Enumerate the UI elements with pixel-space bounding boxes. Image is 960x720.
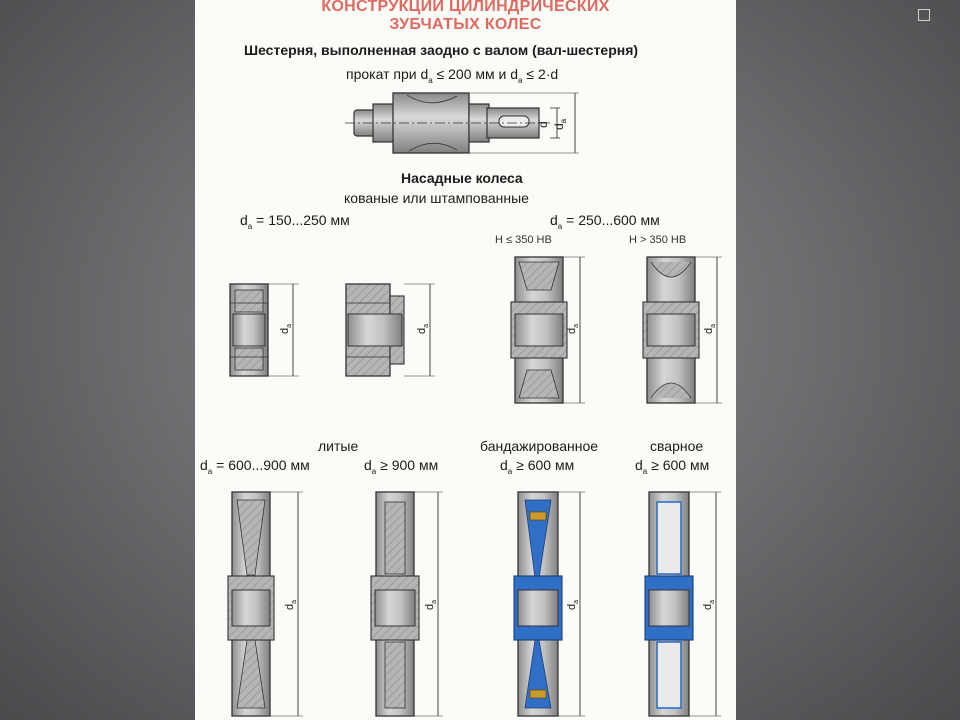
cast-range2-value: ≥ 900 мм <box>380 457 439 473</box>
cast-range1-label: $d_a = 600...900$ мм <box>200 457 310 476</box>
cast-heading: литые <box>318 438 359 454</box>
range-large-label: $d_a = 250...600$ мм <box>550 212 660 231</box>
dim-da-cast-1: $d_a$ <box>284 599 298 610</box>
dim-da-welded: $d_a$ <box>702 599 716 610</box>
cast-range1-value: = 600...900 мм <box>216 457 310 473</box>
hardness-high-label: H > 350 HB <box>629 234 687 246</box>
poster-title-line2: ЗУБЧАТЫХ КОЛЕС <box>389 16 542 33</box>
dim-da-forged-3: $d_a$ <box>566 323 580 334</box>
range-small-label: $d_a = 150...250$ мм <box>240 212 350 231</box>
slide-corner-mark <box>918 9 930 21</box>
pinion-dim-da: $d_a$ <box>552 118 568 130</box>
welded-heading: сварное <box>650 438 704 454</box>
cast-range2-label: $d_a \ge 900$ мм <box>364 457 439 476</box>
pinion-shaft-heading: Шестерня, выполненная заодно с валом (вал-шестерня) <box>244 42 639 58</box>
cast-range2-sub: a <box>371 466 377 476</box>
range-small-sub: a <box>247 221 253 231</box>
welded-range-label: $d_a \ge 600$ мм <box>635 457 710 476</box>
range-large-sub: a <box>557 221 563 231</box>
banded-range-label: $d_a \ge 600$ мм <box>500 457 575 476</box>
poster-title-line1: КОНСТРУКЦИИ ЦИЛИНДРИЧЕСКИХ <box>321 0 610 15</box>
banded-heading: бандажированное <box>480 438 599 454</box>
range-small-value: = 150...250 мм <box>256 212 350 228</box>
condition-text-3: ≤ 2·d <box>522 66 559 82</box>
hardness-low-label: H ≤ 350 HB <box>495 234 552 246</box>
welded-range-value: ≥ 600 мм <box>651 457 710 473</box>
dim-da-banded: $d_a$ <box>566 599 580 610</box>
dim-da-forged-2: $d_a$ <box>416 323 430 334</box>
banded-range-value: ≥ 600 мм <box>516 457 575 473</box>
mounted-wheels-subheading: кованые или штампованные <box>344 190 529 206</box>
dim-da-forged-1: $d_a$ <box>279 323 293 334</box>
pinion-dim-d: d <box>536 121 550 128</box>
banded-range-sub: a <box>507 466 513 476</box>
condition-text-2: ≤ 200 мм и d <box>432 66 519 82</box>
condition-sub-2: a <box>518 75 523 85</box>
gear-drawings <box>195 0 736 720</box>
dim-da-cast-2: $d_a$ <box>424 599 438 610</box>
range-large-value: = 250...600 мм <box>566 212 660 228</box>
dim-da-forged-4: $d_a$ <box>703 323 717 334</box>
mounted-wheels-heading: Насадные колеса <box>401 170 523 186</box>
poster <box>195 0 736 720</box>
condition-sub-1: a <box>428 75 433 85</box>
condition-text-1: прокат при d <box>346 66 429 82</box>
welded-range-sub: a <box>642 466 648 476</box>
cast-range1-sub: a <box>207 466 213 476</box>
